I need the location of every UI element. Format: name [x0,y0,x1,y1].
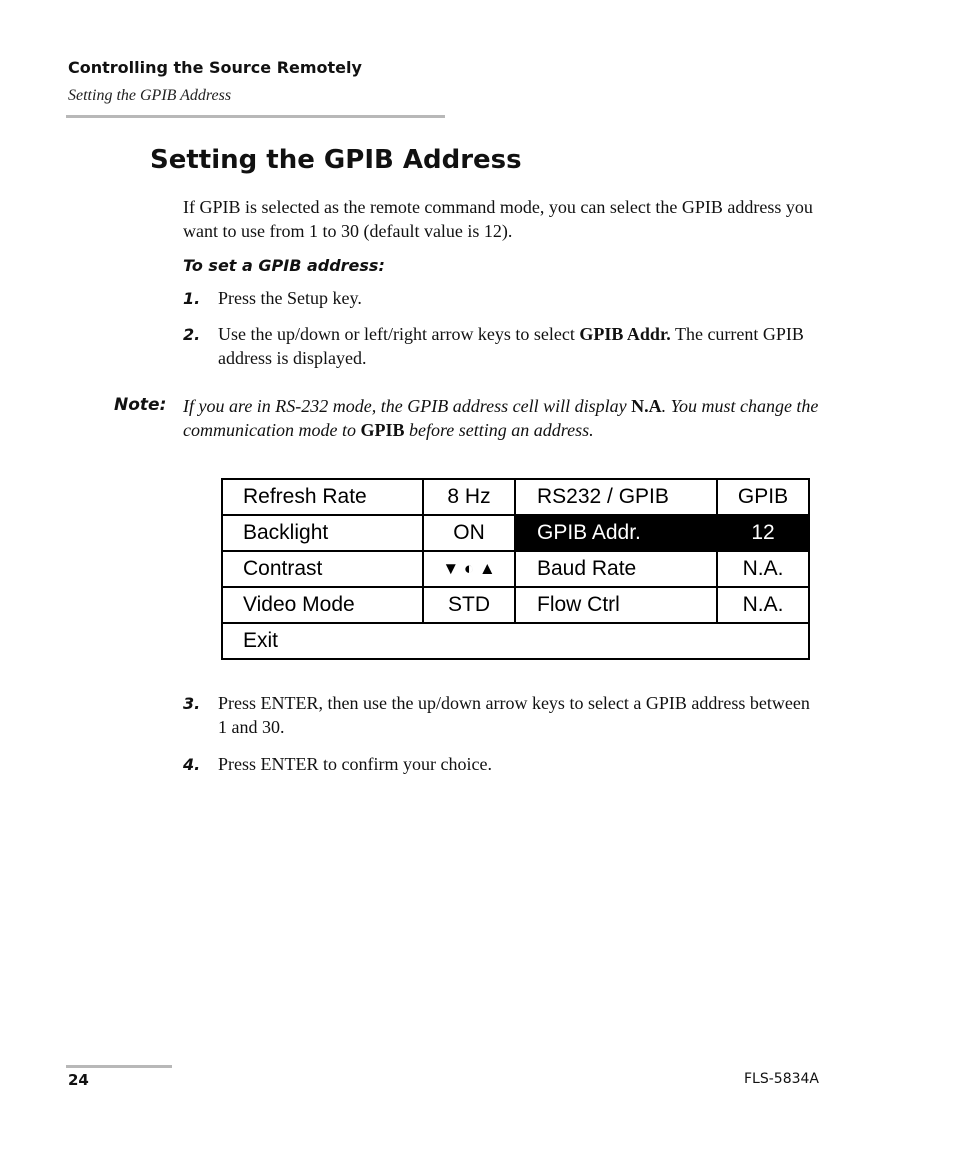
menu-value-gpib-addr-selected: 12 [717,515,809,551]
menu-value-backlight: ON [423,515,515,551]
menu-exit: Exit [222,623,809,659]
running-header-section: Setting the GPIB Address [68,87,232,104]
menu-value-video-mode: STD [423,587,515,623]
menu-label-flow-ctrl: Flow Ctrl [515,587,717,623]
menu-row [222,551,809,587]
intro-paragraph: If GPIB is selected as the remote command mode, you can select the GPIB address you want to use from 1 to 30 (default value is 12). [183,197,813,241]
note-label: Note: [114,395,167,415]
procedure-title: To set a GPIB address: [183,256,385,275]
step-number: 2. [183,325,201,344]
step-text: Press ENTER, then use the up/down arrow keys to select a GPIB address between 1 and 30. [218,693,810,737]
step-text: Press ENTER to confirm your choice. [218,754,492,774]
page-title: Setting the GPIB Address [150,145,522,175]
document-id: FLS-5834A [744,1071,819,1087]
setup-menu-table [221,478,810,660]
step-text: Use the up/down or left/right arrow keys to select GPIB Addr. The current GPIB address is displayed. [218,324,804,368]
menu-label-refresh-rate: Refresh Rate [222,479,423,515]
page-number: 24 [68,1071,89,1089]
menu-row [222,623,809,659]
gpib-addr-term: GPIB Addr. [579,324,671,344]
menu-label-video-mode: Video Mode [222,587,423,623]
menu-label-baud-rate: Baud Rate [515,551,717,587]
step-text: Press the Setup key. [218,288,362,308]
menu-label-backlight: Backlight [222,515,423,551]
note-text: If you are in RS-232 mode, the GPIB address cell will display N.A. You must change the communication mode to GPIB before setting an address. [183,396,819,440]
menu-label-contrast: Contrast [222,551,423,587]
footer-divider [66,1065,172,1068]
running-header-chapter: Controlling the Source Remotely [68,58,362,77]
step-number: 3. [183,694,201,713]
step-number: 4. [183,755,201,774]
menu-row [222,479,809,515]
step-number: 1. [183,289,201,308]
menu-value-flow-ctrl: N.A. [717,587,809,623]
menu-label-remote-mode: RS232 / GPIB [515,479,717,515]
menu-value-remote-mode: GPIB [717,479,809,515]
menu-label-gpib-addr-selected: GPIB Addr. [515,515,717,551]
menu-row [222,587,809,623]
menu-row [222,515,809,551]
header-divider [66,115,445,118]
menu-value-baud-rate: N.A. [717,551,809,587]
contrast-adjust-icon: ▼ ◐ ▲ [423,551,515,587]
menu-value-refresh-rate: 8 Hz [423,479,515,515]
